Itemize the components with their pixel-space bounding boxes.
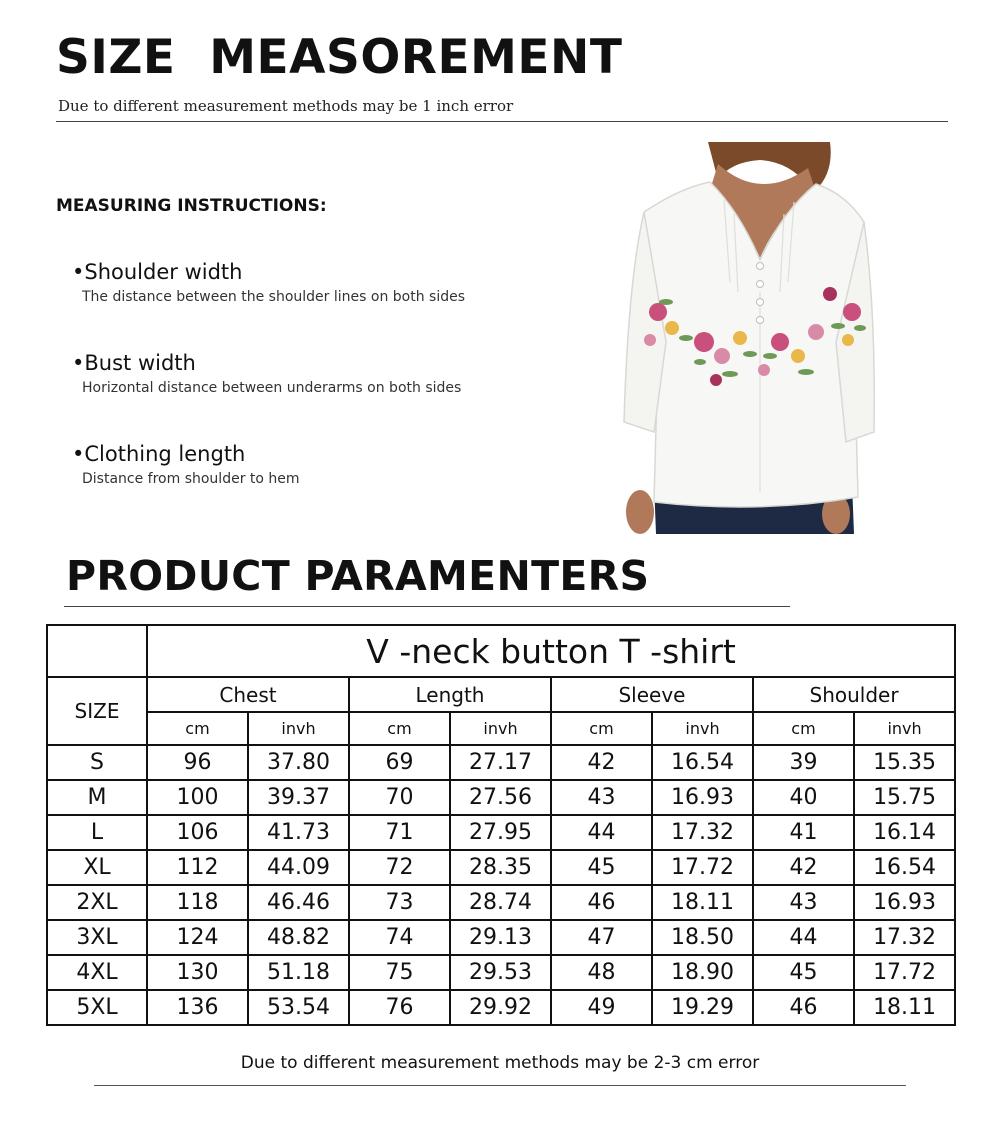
value-cell: 44	[551, 815, 652, 850]
product-parameters-title: PRODUCT PARAMENTERS	[66, 552, 650, 600]
value-cell: 75	[349, 955, 450, 990]
value-cell: 29.53	[450, 955, 551, 990]
value-cell: 48	[551, 955, 652, 990]
measurement-error-note: Due to different measurement methods may be 1 inch error	[58, 97, 514, 115]
value-cell: 51.18	[248, 955, 349, 990]
instruction-name: •Shoulder width	[72, 260, 243, 284]
value-cell: 17.32	[652, 815, 753, 850]
value-cell: 46.46	[248, 885, 349, 920]
size-cell: 2XL	[47, 885, 147, 920]
value-cell: 96	[147, 745, 248, 780]
value-cell: 76	[349, 990, 450, 1025]
value-cell: 41	[753, 815, 854, 850]
value-cell: 136	[147, 990, 248, 1025]
value-cell: 28.35	[450, 850, 551, 885]
value-cell: 28.74	[450, 885, 551, 920]
table-row	[47, 990, 955, 1025]
table-row	[47, 815, 955, 850]
unit-inch: invh	[450, 712, 551, 745]
instruction-shoulder	[72, 260, 465, 305]
table-row	[47, 745, 955, 780]
value-cell: 27.17	[450, 745, 551, 780]
left-hand	[626, 490, 654, 534]
table-row	[47, 780, 955, 815]
value-cell: 45	[551, 850, 652, 885]
value-cell: 45	[753, 955, 854, 990]
value-cell: 19.29	[652, 990, 753, 1025]
product-name: V -neck button T -shirt	[147, 625, 955, 677]
value-cell: 27.95	[450, 815, 551, 850]
size-chart-table	[46, 624, 956, 1026]
value-cell: 18.11	[854, 990, 955, 1025]
value-cell: 39.37	[248, 780, 349, 815]
page-title: SIZE MEASOREMENT	[56, 30, 623, 85]
value-cell: 130	[147, 955, 248, 990]
value-cell: 48.82	[248, 920, 349, 955]
table-row	[47, 885, 955, 920]
value-cell: 44.09	[248, 850, 349, 885]
instruction-desc: The distance between the shoulder lines on both sides	[82, 289, 466, 306]
size-column-header: SIZE	[47, 677, 147, 745]
value-cell: 124	[147, 920, 248, 955]
value-cell: 100	[147, 780, 248, 815]
value-cell: 71	[349, 815, 450, 850]
unit-inch: invh	[248, 712, 349, 745]
size-cell: 5XL	[47, 990, 147, 1025]
unit-inch: invh	[854, 712, 955, 745]
value-cell: 47	[551, 920, 652, 955]
product-name-row	[47, 625, 955, 677]
instruction-desc: Horizontal distance between underarms on both sides	[82, 380, 462, 397]
value-cell: 106	[147, 815, 248, 850]
measure-group-row	[47, 677, 955, 712]
value-cell: 69	[349, 745, 450, 780]
header-divider	[56, 121, 948, 122]
value-cell: 16.54	[854, 850, 955, 885]
section-divider	[64, 606, 790, 607]
instruction-bust	[72, 351, 461, 396]
value-cell: 43	[551, 780, 652, 815]
value-cell: 17.72	[652, 850, 753, 885]
instruction-name: •Clothing length	[72, 442, 246, 466]
product-photo	[620, 142, 878, 534]
value-cell: 29.92	[450, 990, 551, 1025]
size-cell: 4XL	[47, 955, 147, 990]
size-cell: XL	[47, 850, 147, 885]
value-cell: 53.54	[248, 990, 349, 1025]
size-cell: 3XL	[47, 920, 147, 955]
unit-cm: cm	[349, 712, 450, 745]
value-cell: 17.72	[854, 955, 955, 990]
value-cell: 41.73	[248, 815, 349, 850]
size-cell: L	[47, 815, 147, 850]
value-cell: 49	[551, 990, 652, 1025]
empty-corner-cell	[47, 625, 147, 677]
value-cell: 16.93	[652, 780, 753, 815]
instruction-name: •Bust width	[72, 351, 196, 375]
group-header-length: Length	[349, 677, 551, 712]
table-row	[47, 850, 955, 885]
size-cell: S	[47, 745, 147, 780]
value-cell: 112	[147, 850, 248, 885]
instruction-desc: Distance from shoulder to hem	[82, 471, 300, 488]
value-cell: 17.32	[854, 920, 955, 955]
instructions-heading: MEASURING INSTRUCTIONS:	[56, 196, 327, 216]
value-cell: 16.54	[652, 745, 753, 780]
value-cell: 70	[349, 780, 450, 815]
value-cell: 15.75	[854, 780, 955, 815]
value-cell: 39	[753, 745, 854, 780]
value-cell: 18.50	[652, 920, 753, 955]
footer-error-note: Due to different measurement methods may be 2-3 cm error	[240, 1053, 760, 1073]
group-header-sleeve: Sleeve	[551, 677, 753, 712]
group-header-chest: Chest	[147, 677, 349, 712]
footer-divider	[94, 1085, 906, 1086]
unit-cm: cm	[551, 712, 652, 745]
value-cell: 15.35	[854, 745, 955, 780]
value-cell: 72	[349, 850, 450, 885]
unit-cm: cm	[147, 712, 248, 745]
value-cell: 73	[349, 885, 450, 920]
value-cell: 118	[147, 885, 248, 920]
value-cell: 18.90	[652, 955, 753, 990]
value-cell: 16.14	[854, 815, 955, 850]
value-cell: 29.13	[450, 920, 551, 955]
instruction-length	[72, 442, 300, 487]
table-row	[47, 955, 955, 990]
unit-row	[47, 712, 955, 745]
value-cell: 46	[551, 885, 652, 920]
unit-cm: cm	[753, 712, 854, 745]
value-cell: 46	[753, 990, 854, 1025]
table-row	[47, 920, 955, 955]
size-cell: M	[47, 780, 147, 815]
unit-inch: invh	[652, 712, 753, 745]
value-cell: 18.11	[652, 885, 753, 920]
value-cell: 42	[551, 745, 652, 780]
value-cell: 74	[349, 920, 450, 955]
value-cell: 27.56	[450, 780, 551, 815]
value-cell: 40	[753, 780, 854, 815]
group-header-shoulder: Shoulder	[753, 677, 955, 712]
value-cell: 43	[753, 885, 854, 920]
value-cell: 16.93	[854, 885, 955, 920]
value-cell: 44	[753, 920, 854, 955]
value-cell: 42	[753, 850, 854, 885]
value-cell: 37.80	[248, 745, 349, 780]
